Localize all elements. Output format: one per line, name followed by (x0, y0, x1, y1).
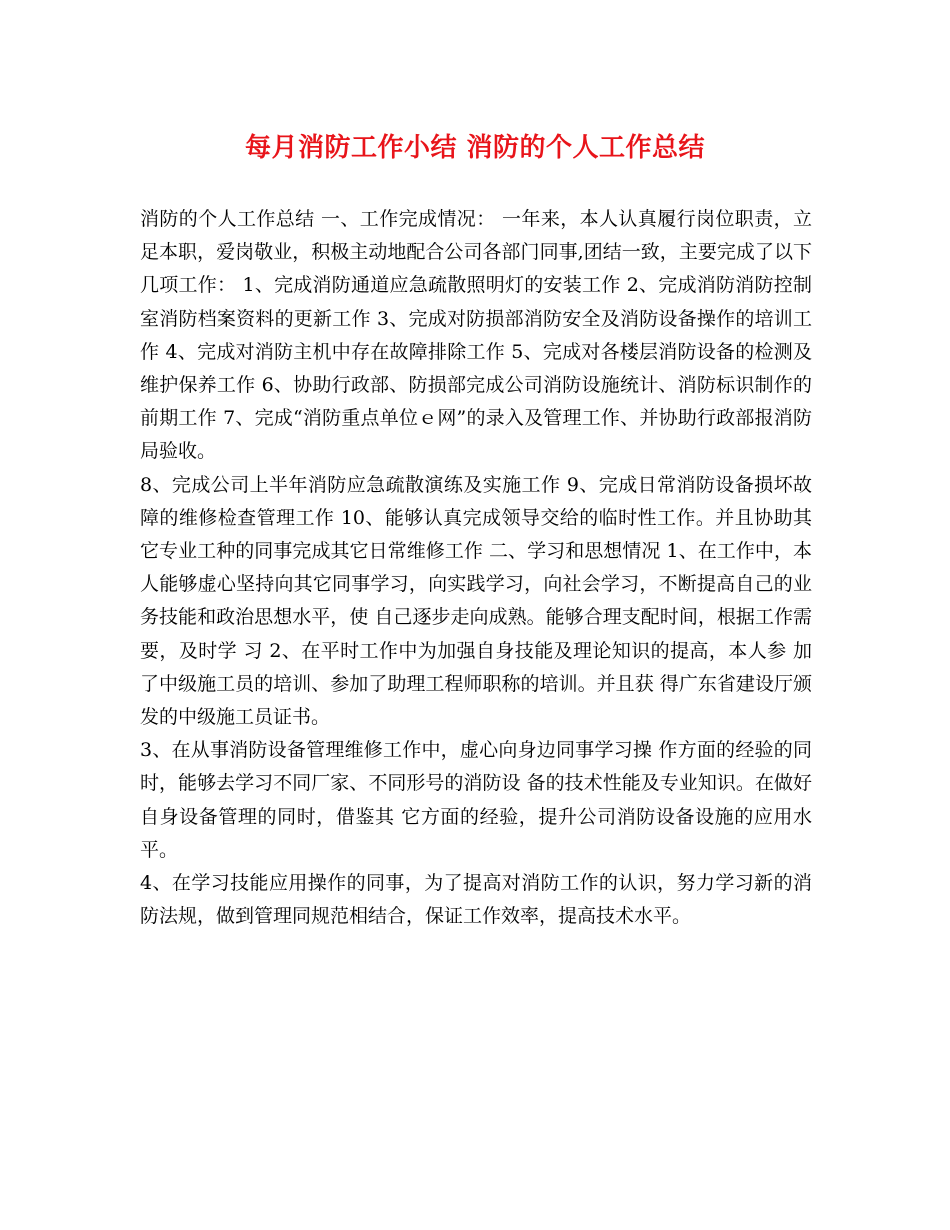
document-title: 每月消防工作小结 消防的个人工作总结 (244, 133, 706, 163)
paragraph-2: 8、完成公司上半年消防应急疏散演练及实施工作 9、完成日常消防设备损坏故障的维修检查管理工作 10、能够认真完成领导交给的临时性工作。并且协助其它专业工种的同事完成其它日常维修工作 二、学习和思想情况 1、在工作中，本人能够虚心坚持向其它同事学习，向实践学习，向社会学习，不断提高自己的业务技能和政治思想水平，使 自己逐步走向成熟。能够合理支配时间，根据工作需要，及时学 习 2、在平时工作中为加强自身技能及理论知识的提高，本人参 加了中级施工员的培训、参加了助理工程师职称的培训。并且获 得广东省建设厅颁发的中级施工员证书。 (140, 473, 812, 729)
paragraph-3: 3、在从事消防设备管理维修工作中，虚心向身边同事学习操 作方面的经验的同时，能够去学习不同厂家、不同形号的消防设 备的技术性能及专业知识。在做好自身设备管理的同时，借鉴其 它方面的经验，提升公司消防设备设施的应用水平。 (140, 739, 812, 861)
paragraph-4: 4、在学习技能应用操作的同事，为了提高对消防工作的认识，努力学习新的消防法规，做到管理同规范相结合，保证工作效率，提高技术水平。 (140, 872, 812, 928)
document-body (140, 203, 812, 933)
paragraph-1: 消防的个人工作总结 一、工作完成情况： 一年来，本人认真履行岗位职责，立足本职，爱岗敬业，积极主动地配合公司各部门同事,团结一致，主要完成了以下几项工作： 1、完成消防通道应急疏散照明灯的安装工作 2、完成消防消防控制室消防档案资料的更新工作 3、完成对防损部消防安全及消防设备操作的培训工作 4、完成对消防主机中存在故障排除工作 5、完成对各楼层消防设备的检测及维护保养工作 6、协助行政部、防损部完成公司消防设施统计、消防标识制作的前期工作 7、完成“消防重点单位ｅ网”的录入及管理工作、并协助行政部报消防局验收。 (140, 208, 812, 463)
